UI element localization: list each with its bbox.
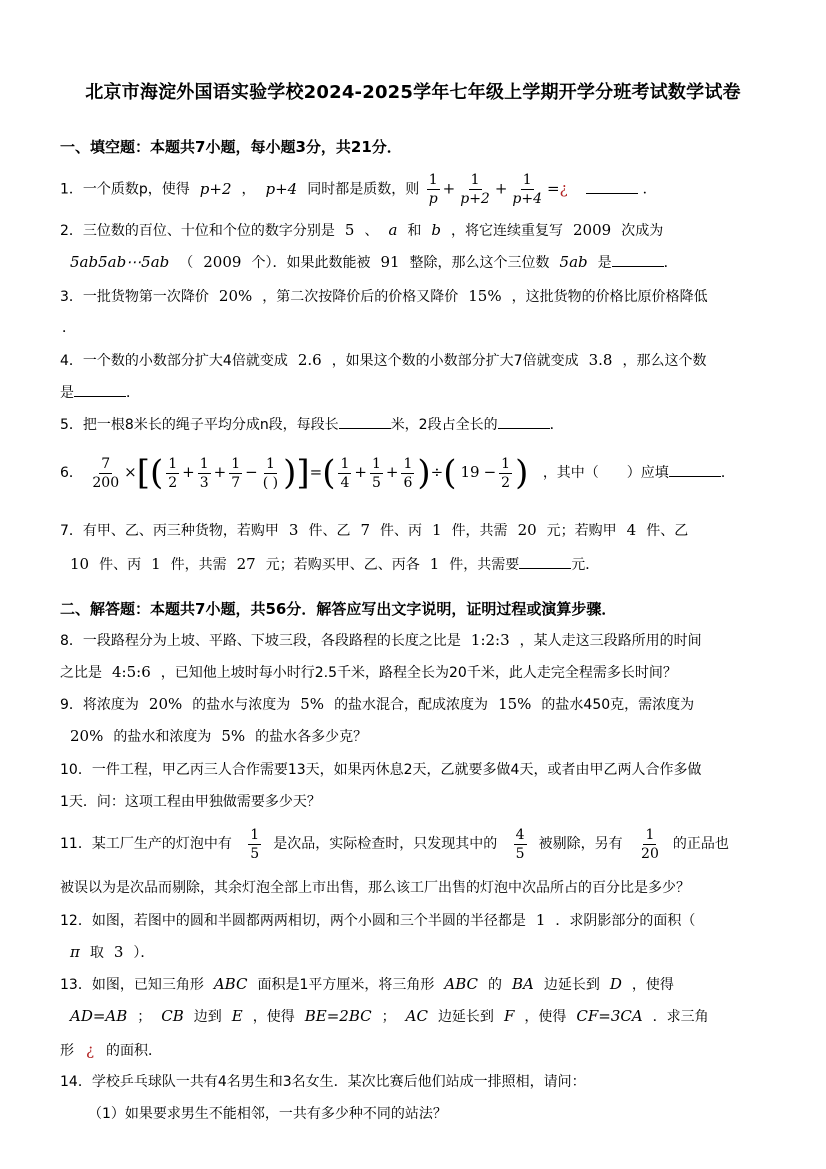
q4-text-d: 是 [60,385,74,401]
question-10-line-1 [60,760,768,780]
q2-text-c: ，将它连续重复写 [451,223,564,239]
q13-side-cb: CB [161,1007,184,1025]
question-1: 1．一个质数p，使得 p+2 ， p+4 同时都是质数，则 $\frac{1}{p}$ + $\frac{1}{p+2}$ + $\frac{1}{p+4}$ =¿ ． [60,172,657,207]
q13-eq-be-2bc: BE=2BC [304,1007,372,1025]
q6-fraction-1-4: $\frac{1}{4}$ [340,455,350,491]
q14-sub-1-text: （1）如果要求男生不能相邻，一共有多少种不同的站法？ [88,1106,447,1122]
q8-ratio-time: 4:5:6 [112,663,151,681]
q9-percent-20: 20% [148,695,183,713]
q6-fraction-unknown: $\frac{1}{( )}$ [262,455,279,491]
q1-fraction-2: $\frac{1}{p+2}$ [460,172,490,207]
q6-paren-left-3: ( [443,453,457,493]
q2-text-a: 2．三位数的百位、十位和个位的数字分别是 [60,223,335,239]
q7-text-d: 件，共需 [451,523,508,539]
q9-text-f: 的盐水各多少克？ [255,729,368,745]
question-7-line-2 [60,554,768,575]
question-2-line-1 [60,220,768,241]
q9-text-b: 的盐水与浓度为 [192,697,291,713]
q11-text-e: 被误以为是次品而剔除，其余灯泡全部上市出售，那么该工厂出售的灯泡中次品所占的百分比是多少？ [60,880,690,896]
q11-text-a: 11．某工厂生产的灯泡中有 [60,836,232,852]
q5-answer-blank-1[interactable] [339,414,391,429]
q3-text-c: ，这批货物的价格比原价格降低 [511,289,708,305]
q13-text-b: 面积是1平方厘米，将三角形 [257,977,435,993]
question-9-line-1 [60,694,768,715]
q5-end: ． [549,417,564,433]
q2-number-5ab: 5ab [559,253,588,271]
exam-title: 北京市海淀外国语实验学校2024-2025学年七年级上学期开学分班考试数学试卷 [85,82,741,103]
q9-percent-5: 5% [300,695,325,713]
q6-fraction-1-7: $\frac{1}{7}$ [231,455,241,491]
q11-fraction-1-5: $\frac{1}{5}$ [250,826,260,862]
q13-eq-ad-ab: AD=AB [70,1007,128,1025]
q13-point-d: D [609,975,622,993]
q13-text-i: ，使得 [524,1009,567,1025]
q13-side-ba: BA [512,975,534,993]
q2-and: 和 [407,223,422,239]
q9-text-e: 的盐水和浓度为 [113,729,212,745]
q13-text-h: 边延长到 [437,1009,494,1025]
q7-value-27: 27 [236,555,256,573]
question-2-line-2 [70,252,768,273]
q8-text-b: ，某人走这三段路所用的时间 [519,633,702,649]
q6-paren-left-2: ( [322,453,336,493]
q7-value-4: 4 [626,521,637,539]
q1-comma: ， [241,181,256,198]
q2-count-2009: 2009 [573,221,612,239]
q1-end: ． [642,181,657,198]
q6-fraction-7-200: $\frac{7}{200}$ [92,455,120,491]
q13-text-g: ，使得 [252,1009,295,1025]
question-11-line-2 [60,878,768,898]
question-13-line-1 [60,974,768,995]
q4-text-a: 4．一个数的小数部分扩大4倍就变成 [60,353,288,369]
q7-text-i: 元；若购买甲、乙、丙各 [265,557,420,573]
q11-text-b: 是次品，实际检查时，只发现其中的 [273,836,498,852]
q2-text-f: 是 [597,255,612,271]
q6-paren-right: ) [283,453,297,493]
question-11-line-1 [60,824,768,864]
q7-value-1: 1 [432,521,442,539]
q6-label: 6． [60,465,83,481]
q9-percent-15: 15% [498,695,532,713]
q9-text-c: 的盐水混合，配成浓度为 [334,697,489,713]
q12-text-b: ．求阴影部分的面积（ [555,913,696,929]
question-12-line-1 [60,910,768,931]
q12-text-d: ）． [133,945,155,961]
q13-text-c: 的 [488,977,502,993]
q4-value-2-6: 2.6 [297,351,322,369]
q8-text-d: ，已知他上坡时每小时行2.5千米，路程全长为20千米，此人走完全程需多长时间？ [160,665,677,681]
q9-text-d: 的盐水450克，需浓度为 [541,697,695,713]
q13-point-f: F [503,1007,515,1025]
q11-text-d: 的正品也 [672,836,729,852]
q2-var-b: b [431,221,442,239]
q3-percent-20: 20% [218,287,253,305]
q7-value-20: 20 [517,521,537,539]
q6-divide: ÷ [430,463,444,481]
q1-fraction-3: $\frac{1}{p+4}$ [512,172,543,207]
q7-text-e: 元；若购甲 [546,523,617,539]
q1-fraction-1: $\frac{1}{p}$ [428,172,438,207]
q12-radius-1: 1 [535,911,546,929]
q1-answer-blank[interactable] [586,179,638,194]
question-13-line-2 [70,1006,768,1027]
q13-text-l: 的面积． [106,1043,163,1059]
q8-ratio-distance: 1:2:3 [470,631,510,649]
q2-text-d: 次成为 [621,223,664,239]
q4-end: ． [126,385,140,401]
q7-value-3: 3 [288,521,299,539]
question-5 [60,414,768,435]
q7-text-g: 件、丙 [99,557,142,573]
q8-text-c: 之比是 [60,665,102,681]
section-heading-solve: 二、解答题：本题共7小题，共56分．解答应写出文字说明，证明过程或演算步骤． [60,600,617,618]
question-4-line-1 [60,350,768,371]
q7-text-c: 件、丙 [380,523,423,539]
q2-text-e: 整除，那么这个三位数 [409,255,550,271]
question-14-line-1 [60,1072,768,1092]
q1-expr-p4: p+4 [265,179,298,198]
q10-text-a: 10．一件工程，甲乙丙三人合作需要13天，如果丙休息2天，乙就要多做4天，或者由甲乙两人合作多做 [60,762,702,778]
question-6: 6． $\frac{7}{200}$ ×[( $\frac{1}{2}$ + $\frac{1}{3}$ + $\frac{1}{7}$ − $\frac{1}{( )}$ )]=( $\frac{1}{4}$ + $\frac{1}{5}$ + $\frac{1}{6}$ )÷( 19 − $\frac{1}{2}$ ) ，其中（ ）应填 ． [60,453,735,493]
q9-percent-5-b: 5% [221,727,246,745]
question-8-line-1 [60,630,768,651]
q13-semicolon-2: ； [381,1009,396,1025]
question-14-sub-1 [88,1104,768,1124]
q7-value-1-c: 1 [429,555,440,573]
q13-text-f: 边到 [193,1009,222,1025]
q9-percent-20-b: 20% [70,727,104,745]
q13-text-a: 13．如图，已知三角形 [60,977,204,993]
q6-end: ． [720,465,735,481]
q5-text-b: 米，2段占全长的 [390,417,498,433]
q6-fraction-1-6: $\frac{1}{6}$ [403,455,413,491]
q5-answer-blank-2[interactable] [498,414,550,429]
q6-times: × [124,463,137,481]
q1-garbled-mark: ¿ [559,179,568,198]
q1-text-a: 1．一个质数p，使得 [60,181,190,198]
question-10-line-2 [60,792,768,812]
q6-bracket-right: ] [296,453,310,493]
q3-text-a: 3．一批货物第一次降价 [60,289,209,305]
q13-triangle-abc: ABC [213,975,248,993]
q6-paren-left: ( [149,453,164,493]
q9-text-a: 9．将浓度为 [60,697,139,713]
q7-value-1-b: 1 [151,555,161,573]
question-8-line-2 [60,662,768,683]
q2-count-2009-b: 2009 [203,253,242,271]
q2-digit-5: 5 [344,221,355,239]
q2-paren-open: （ [179,255,194,271]
q13-semicolon: ； [137,1009,152,1025]
q10-text-b: 1天．问：这项工程由甲独做需要多少天？ [60,794,321,810]
q6-paren-right-2: ) [417,453,431,493]
question-7-line-1 [60,520,768,541]
q2-answer-blank[interactable] [612,252,664,267]
q6-equals: = [309,463,323,481]
q13-text-j: ．求三角 [652,1009,709,1025]
q2-var-a: a [388,221,398,239]
q7-value-10: 10 [70,555,90,573]
question-3-line-2 [62,318,768,338]
q2-end: ． [663,255,678,271]
question-4-line-2 [60,382,768,403]
q11-fraction-4-5: $\frac{4}{5}$ [515,826,525,862]
q7-text-b: 件、乙 [308,523,351,539]
q6-bracket-left: [ [136,453,150,493]
q11-fraction-1-20: $\frac{1}{20}$ [641,826,659,862]
q12-text-c: 取 [89,945,104,961]
q2-sequence: 5ab5ab⋯5ab [70,253,170,271]
q2-text-p2: 个）．如果此数能被 [251,255,371,271]
q13-triangle-abc-2: ABC [444,975,478,993]
q7-value-7: 7 [360,521,371,539]
q4-value-3-8: 3.8 [588,351,613,369]
q7-text-a: 7．有甲、乙、丙三种货物，若购甲 [60,523,279,539]
q4-text-b: ，如果这个数的小数部分扩大7倍就变成 [331,353,579,369]
section-heading-fill-blank: 一、填空题：本题共7小题，每小题3分，共21分． [60,138,402,156]
q6-paren-right-3: ) [515,453,529,493]
q13-text-e: ，使得 [631,977,674,993]
q6-fraction-1-2-b: $\frac{1}{2}$ [501,455,511,491]
q7-end: 元． [571,557,600,573]
q3-end: ． [62,320,76,336]
q1-equals: = [547,179,560,198]
q2-separator: 、 [364,223,379,239]
q6-text-b: ，其中（ ）应填 [542,465,669,481]
q4-text-c: ，那么这个数 [622,353,707,369]
q12-text-a: 12．如图，若图中的圆和半圆都两两相切，两个小圆和三个半圆的半径都是 [60,913,526,929]
q13-side-ac: AC [405,1007,428,1025]
q3-text-b: ，第二次按降价后的价格又降价 [262,289,459,305]
q12-pi: π [70,943,80,961]
q6-fraction-1-3: $\frac{1}{3}$ [199,455,209,491]
q7-text-j: 件，共需要 [449,557,520,573]
q6-value-19: 19 [460,463,480,481]
q6-answer-blank[interactable] [669,462,721,477]
q13-text-k: 形 [60,1043,74,1059]
q1-text-c: 同时都是质数，则 [307,181,420,198]
q5-text-a: 5．把一根8米长的绳子平均分成n段，每段长 [60,417,339,433]
q11-text-c: 被剔除，另有 [538,836,623,852]
q14-text-a: 14．学校乒乓球队一共有4名男生和3名女生．某次比赛后他们站成一排照相，请问： [60,1074,586,1090]
q3-percent-15: 15% [468,287,502,305]
q6-fraction-1-5: $\frac{1}{5}$ [371,455,381,491]
q7-text-f: 件、乙 [646,523,689,539]
q7-text-h: 件，共需 [170,557,227,573]
q2-divisor-91: 91 [380,253,400,271]
question-13-line-3 [60,1040,768,1061]
q4-answer-blank[interactable] [74,382,126,397]
question-3-line-1 [60,286,768,307]
question-12-line-2 [70,942,768,963]
q1-expr-p2: p+2 [199,179,232,198]
q7-answer-blank[interactable] [519,554,571,569]
question-9-line-2 [60,726,768,747]
q13-point-e: E [231,1007,243,1025]
q6-fraction-1-2: $\frac{1}{2}$ [168,455,178,491]
q13-text-d: 边延长到 [543,977,600,993]
q13-eq-cf-3ca: CF=3CA [576,1007,643,1025]
q8-text-a: 8．一段路程分为上坡、平路、下坡三段，各段路程的长度之比是 [60,633,461,649]
q13-garbled-mark: ¿ [86,1041,95,1059]
q12-value-3: 3 [113,943,124,961]
